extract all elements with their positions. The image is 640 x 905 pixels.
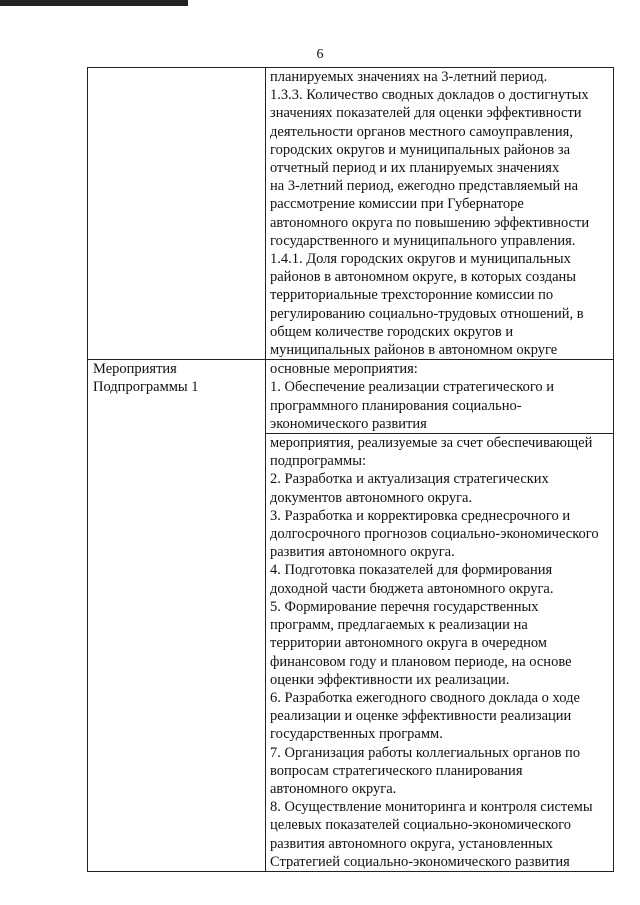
table-cell-right: [266, 68, 614, 360]
right-cell-text: планируемых значениях на 3-летний период. 1.3.3. Количество сводных докладов о достигнутых значениях показателей для оценки эффективности деятельности органов местного самоуправления, городских округов и муниципальных районов за отчетный период и их планируемых значениях на 3-летний период, ежегодно представляемый на рассмотрение комиссии при Губернаторе автономного округа по повышению эффективности государственного и муниципального управления. 1.4.1. Доля городских округов и муниципальных районов в автономном округе, в которых созданы территориальные трехсторонние комиссии по регулированию социально-трудовых отношений, в общем количестве городских округов и муниципальных районов в автономном округе: [270, 69, 590, 359]
table-cell-right: [266, 434, 614, 872]
table-row: [88, 360, 614, 434]
table-cell-right: [266, 360, 614, 434]
table-cell-left: [88, 68, 266, 360]
main-measures-text: основные мероприятия: 1. Обеспечение реализации стратегического и программного планирования социально- экономического развития: [270, 361, 555, 432]
table-cell-left: [88, 360, 266, 872]
supporting-measures-text: мероприятия, реализуемые за счет обеспечивающей подпрограммы: 2. Разработка и актуализация стратегических документов автономного округа. 3. Разработка и корректировка среднесрочного и долгосрочного прогнозов социально-экономического развития автономного округа. 4. Подготовка показателей для формирования доходной части бюджета автономного округа. 5. Формирование перечня государственных программ, предлагаемых к реализации на территории автономного округа в очередном финансовом году и плановом периоде, на основе оценки эффективности их реализации. 6. Разработка ежегодного сводного доклада о ходе реализации и оценке эффективности реализации государственных программ. 7. Организация работы коллегиальных органов по вопросам стратегического планирования автономного округа. 8. Осуществление мониторинга и контроля системы целевых показателей социально-экономического развития автономного округа, установленных Стратегией социально-экономического развития: [270, 435, 599, 870]
table-row: [88, 68, 614, 360]
document-table: [87, 67, 614, 872]
scan-edge-mark: [0, 0, 188, 6]
page-number: 6: [316, 47, 324, 62]
row-heading-measures: Мероприятия Подпрограммы 1: [93, 361, 199, 396]
